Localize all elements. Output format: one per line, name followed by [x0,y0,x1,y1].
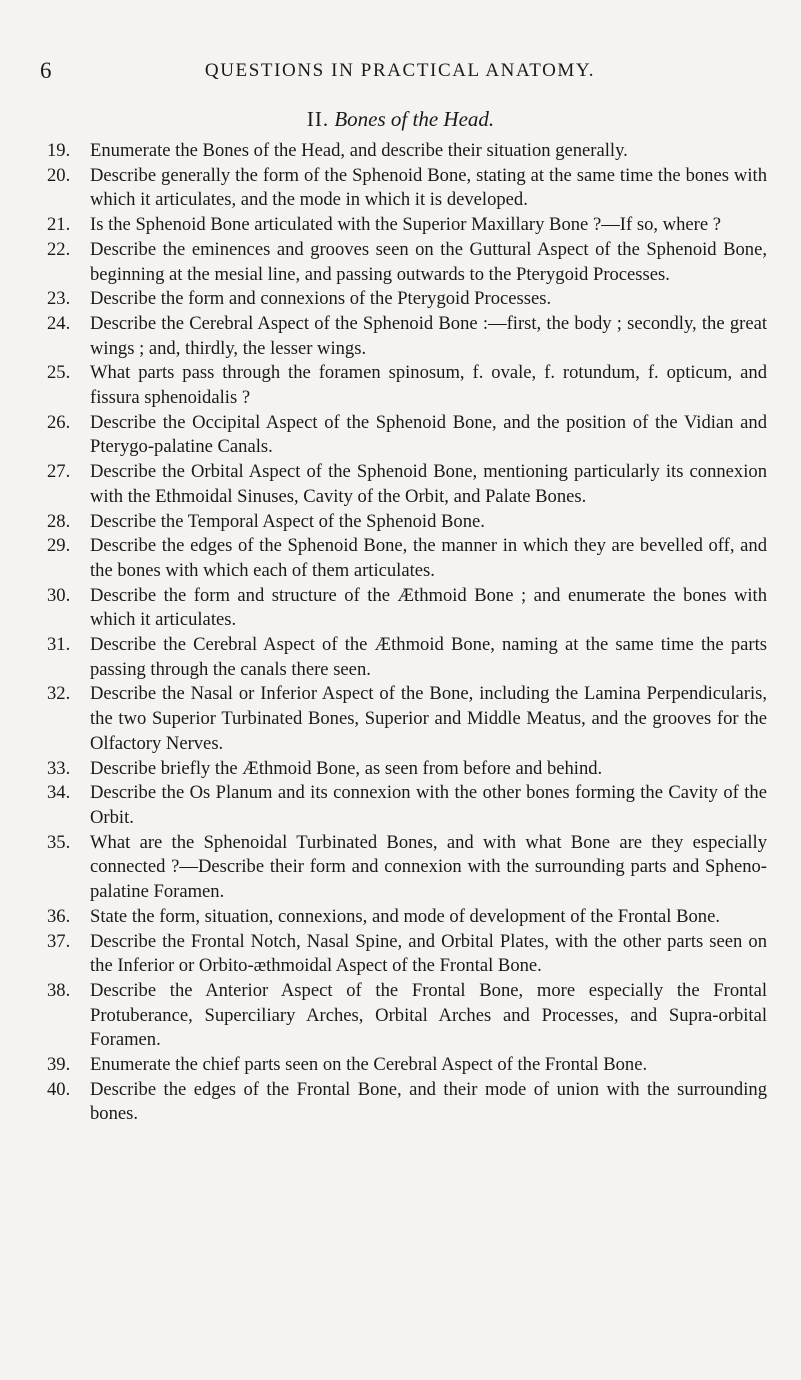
question-number: 35. [47,831,71,853]
question-item [47,1078,767,1127]
question-number: 33. [47,757,71,779]
question-text: Describe the Anterior Aspect of the Frontal Bone, more especially the Frontal Protuberance, Superciliary Arches, Orbital Arches and Processes, and Supra-orbital Foramen. [90,979,767,1051]
question-item [47,781,767,830]
question-text: Describe the Cerebral Aspect of the Sphenoid Bone :—first, the body ; secondly, the great wings ; and, thirdly, the lesser wings. [90,312,767,359]
question-text: Describe the Cerebral Aspect of the Æthmoid Bone, naming at the same time the parts passing through the canals there seen. [90,634,767,680]
question-number: 20. [47,164,71,186]
question-number: 26. [47,411,71,433]
question-item [47,930,767,979]
running-header [40,58,760,84]
question-text: Describe generally the form of the Sphenoid Bone, stating at the same time the bones with which it articulates, and the mode in which it is developed. [90,164,767,211]
question-item [47,757,767,782]
question-item [47,460,767,509]
section-heading [0,105,801,133]
question-text: Describe the Os Planum and its connexion with the other bones forming the Cavity of the Orbit. [90,782,767,828]
question-text: Describe the eminences and grooves seen on the Guttural Aspect of the Sphenoid Bone, beginning at the mesial line, and passing outwards to the Pterygoid Processes. [90,238,767,285]
question-number: 28. [47,510,71,532]
question-number: 30. [47,584,71,606]
question-text: Describe the Frontal Notch, Nasal Spine, and Orbital Plates, with the other parts seen on the Inferior or Orbito-æthmoidal Aspect of the Frontal Bone. [90,930,767,977]
question-number: 25. [47,362,71,384]
question-item [47,411,767,460]
question-item [47,979,767,1053]
question-item [47,831,767,905]
question-item [47,633,767,682]
question-item [47,312,767,361]
question-number: 31. [47,634,71,656]
section-number: II. [306,107,330,131]
question-number: 29. [47,535,71,557]
question-text: Describe the Orbital Aspect of the Sphenoid Bone, mentioning particularly its connexion with the Ethmoidal Sinuses, Cavity of the Orbit, and Palate Bones. [90,461,767,507]
question-text: Describe the edges of the Frontal Bone, and their mode of union with the surrounding bones. [90,1078,767,1125]
question-item [47,584,767,633]
question-text: Describe briefly the Æthmoid Bone, as seen from before and behind. [90,757,603,779]
question-number: 24. [47,312,71,334]
question-number: 23. [47,288,71,310]
question-number: 36. [47,905,71,927]
question-text: Describe the Nasal or Inferior Aspect of the Bone, including the Lamina Perpendicularis, the two Superior Turbinated Bones, Superior and Middle Meatus, and the grooves for the Olfactory Nerves. [90,683,767,754]
question-item [47,238,767,287]
section-title: Bones of the Head. [334,107,495,131]
question-text: What parts pass through the foramen spinosum, f. ovale, f. rotundum, f. opticum, and fissura sphenoidalis ? [90,362,767,409]
question-item [47,905,767,930]
question-text: State the form, situation, connexions, and mode of development of the Frontal Bone. [90,905,720,927]
question-text: Describe the Temporal Aspect of the Sphenoid Bone. [90,510,485,532]
question-number: 22. [47,238,71,260]
question-item [47,139,767,164]
question-text: Is the Sphenoid Bone articulated with the Superior Maxillary Bone ?—If so, where ? [90,214,721,236]
question-number: 38. [47,979,71,1001]
question-text: Describe the form and structure of the Æthmoid Bone ; and enumerate the bones with which it articulates. [90,584,767,631]
question-number: 34. [47,782,71,804]
question-list [47,139,767,1127]
question-item [47,682,767,756]
question-text: Describe the Occipital Aspect of the Sphenoid Bone, and the position of the Vidian and Pterygo-palatine Canals. [90,411,767,458]
question-number: 40. [47,1078,71,1100]
running-title: QUESTIONS IN PRACTICAL ANATOMY. [204,60,596,81]
question-item [47,510,767,535]
question-number: 21. [47,214,71,236]
question-item [47,534,767,583]
question-number: 32. [47,683,71,705]
question-text: Enumerate the Bones of the Head, and describe their situation generally. [90,140,628,161]
question-item [47,164,767,213]
question-number: 19. [47,140,71,161]
question-item [47,287,767,312]
question-text: Describe the edges of the Sphenoid Bone, the manner in which they are bevelled off, and the bones with which each of them articulates. [90,535,767,581]
question-text: What are the Sphenoidal Turbinated Bones, and with what Bone are they especially connected ?—Describe their form and connexion with the surrounding parts and Spheno-palatine Foramen. [90,831,767,903]
question-text: Describe the form and connexions of the Pterygoid Processes. [90,288,552,310]
question-item [47,1053,767,1078]
question-item [47,213,767,238]
question-text: Enumerate the chief parts seen on the Cerebral Aspect of the Frontal Bone. [90,1054,648,1076]
question-number: 27. [47,461,71,483]
question-number: 37. [47,930,71,952]
question-number: 39. [47,1054,71,1076]
question-item [47,361,767,410]
page-number: 6 [40,58,52,83]
